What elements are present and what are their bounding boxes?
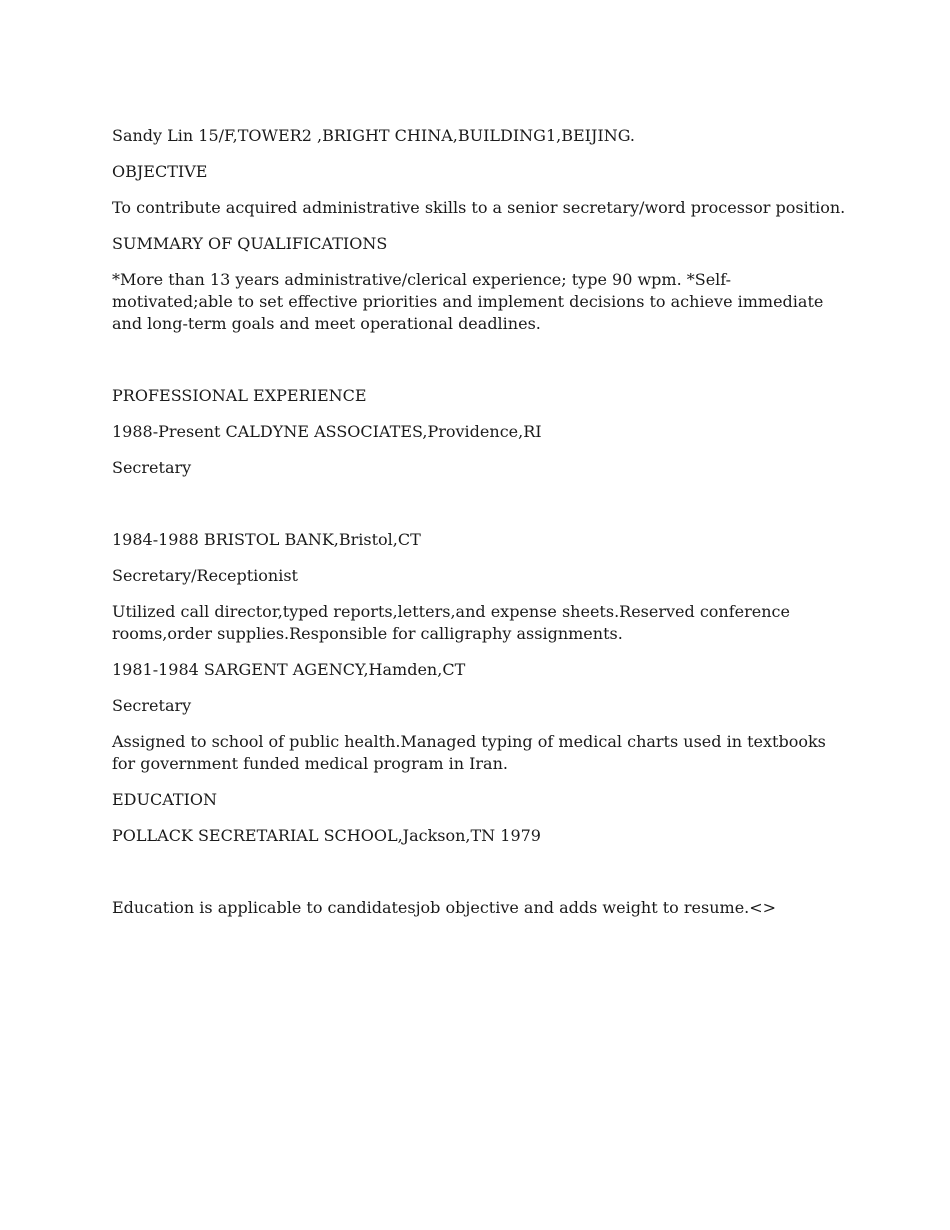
contact-line: Sandy Lin 15/F,TOWER2 ,BRIGHT CHINA,BUILDING1,BEIJING.: [112, 126, 636, 145]
job-employer-line: 1981-1984 SARGENT AGENCY,Hamden,CT: [112, 660, 466, 679]
job-description: Utilized call director,typed reports,letters,and expense sheets.Reserved conference rooms,order supplies.Responsible for calligraphy assignments.: [112, 602, 790, 643]
job-employer-line: 1984-1988 BRISTOL BANK,Bristol,CT: [112, 530, 421, 549]
blank-line: [112, 493, 847, 515]
job-title: Secretary: [112, 458, 192, 477]
summary-heading: SUMMARY OF QUALIFICATIONS: [112, 234, 388, 253]
job-employer-line: 1988-Present CALDYNE ASSOCIATES,Providence,RI: [112, 422, 542, 441]
blank-line: [112, 349, 847, 371]
job-title: Secretary/Receptionist: [112, 566, 298, 585]
job-title: Secretary: [112, 696, 192, 715]
objective-text: To contribute acquired administrative skills to a senior secretary/word processor position.: [112, 198, 846, 217]
experience-heading: PROFESSIONAL EXPERIENCE: [112, 386, 367, 405]
closing-note: Education is applicable to candidatesjob objective and adds weight to resume.<>: [112, 898, 777, 917]
blank-line: [112, 861, 847, 883]
job-description: Assigned to school of public health.Managed typing of medical charts used in textbooks for government funded medical program in Iran.: [112, 732, 826, 773]
education-line: POLLACK SECRETARIAL SCHOOL,Jackson,TN 1979: [112, 826, 541, 845]
education-heading: EDUCATION: [112, 790, 218, 809]
objective-heading: OBJECTIVE: [112, 162, 208, 181]
resume-page: [112, 125, 847, 933]
summary-text: *More than 13 years administrative/clerical experience; type 90 wpm. *Self-motivated;able to set effective priorities and implement decisions to achieve immediate and long-term goals and meet operational deadlines.: [112, 270, 824, 333]
